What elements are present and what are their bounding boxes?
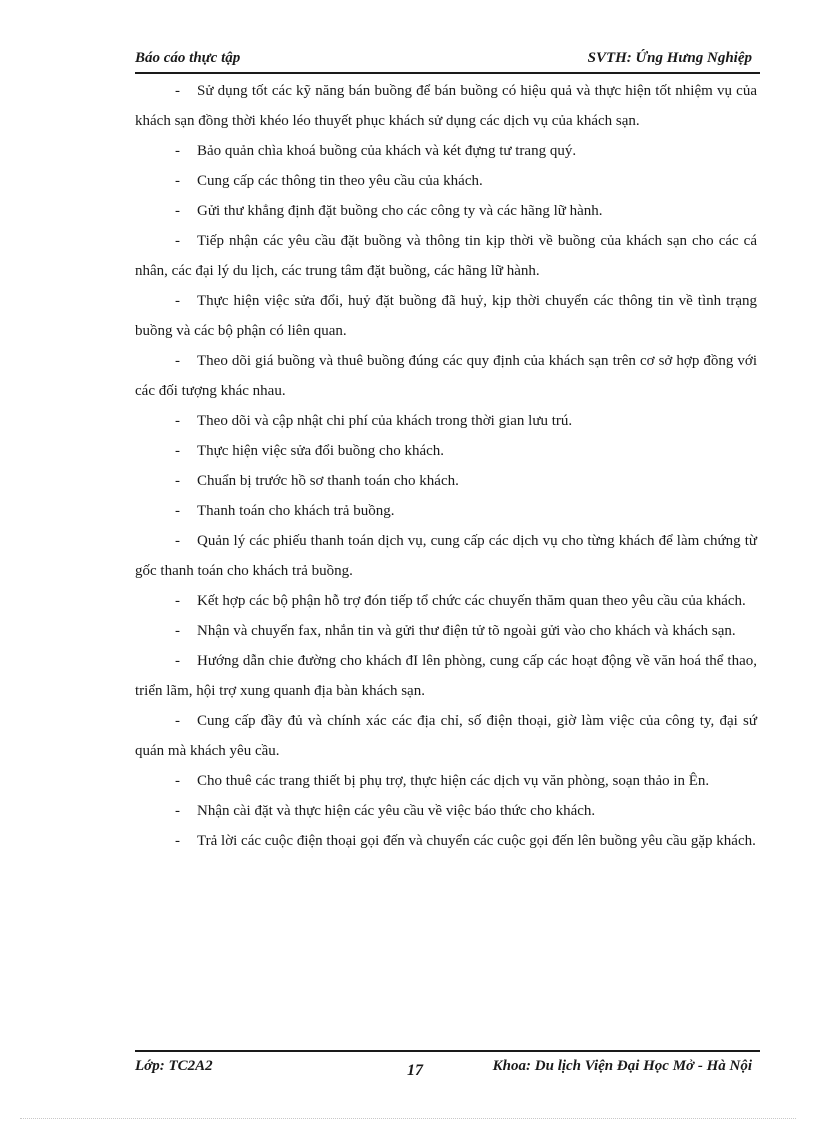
list-item <box>135 766 757 796</box>
list-item-text: Nhận cài đặt và thực hiện các yêu cầu về việc báo thức cho khách. <box>197 803 596 819</box>
bullet-marker: - <box>175 503 180 519</box>
list-item-text: Tiếp nhận các yêu cầu đặt buồng và thông tin kịp thời về buồng của khách sạn cho các cá nhân, các đại lý du lịch, các trung tâm đặt buồng, các hãng lữ hành. <box>135 233 757 279</box>
list-item <box>135 526 757 586</box>
bullet-marker: - <box>175 413 180 429</box>
list-item <box>135 826 757 856</box>
list-item-text: Trả lời các cuộc điện thoại gọi đến và chuyển các cuộc gọi đến lên buồng yêu cầu gặp khách. <box>197 833 756 849</box>
list-item <box>135 646 757 706</box>
bullet-marker: - <box>175 233 180 249</box>
list-item <box>135 406 757 436</box>
list-item <box>135 496 757 526</box>
list-item <box>135 226 757 286</box>
list-item <box>135 466 757 496</box>
list-item-text: Quản lý các phiếu thanh toán dịch vụ, cung cấp các dịch vụ cho từng khách để làm chứng từ gốc thanh toán cho khách trả buồng. <box>135 533 757 579</box>
list-item <box>135 706 757 766</box>
list-item-text: Kết hợp các bộ phận hỗ trợ đón tiếp tổ chức các chuyến thăm quan theo yêu cầu của khách. <box>197 593 746 609</box>
list-item-text: Bảo quản chìa khoá buồng của khách và két đựng tư trang quý. <box>197 143 577 159</box>
bullet-marker: - <box>175 143 180 159</box>
bullet-marker: - <box>175 293 180 309</box>
bullet-marker: - <box>175 623 180 639</box>
list-item <box>135 796 757 826</box>
list-item-text: Nhận và chuyển fax, nhắn tin và gửi thư điện tử tõ ngoài gửi vào cho khách và khách sạn. <box>197 623 736 639</box>
bullet-marker: - <box>175 833 180 849</box>
bullet-marker: - <box>175 83 180 99</box>
list-item-text: Theo dõi giá buồng và thuê buồng đúng các quy định của khách sạn trên cơ sở hợp đồng với các đối tượng khác nhau. <box>135 353 757 399</box>
header-report-title: Báo cáo thực tập <box>135 50 241 66</box>
footer-class: Lớp: TC2A2 <box>135 1058 213 1074</box>
list-item <box>135 346 757 406</box>
list-item <box>135 166 757 196</box>
list-item <box>135 136 757 166</box>
list-item <box>135 286 757 346</box>
bullet-marker: - <box>175 653 180 669</box>
bullet-marker: - <box>175 593 180 609</box>
bullet-marker: - <box>175 773 180 789</box>
bullet-marker: - <box>175 803 180 819</box>
list-item <box>135 76 757 136</box>
list-item-text: Chuẩn bị trước hồ sơ thanh toán cho khách. <box>197 473 459 489</box>
bullet-marker: - <box>175 203 180 219</box>
list-item-text: Thực hiện việc sửa đổi, huỷ đặt buồng đã huỷ, kịp thời chuyển các thông tin về tình trạng buồng và các bộ phận có liên quan. <box>135 293 757 339</box>
list-item-text: Cung cấp đầy đủ và chính xác các địa chỉ, số điện thoại, giờ làm việc của công ty, đại sứ quán mà khách yêu cầu. <box>135 713 757 759</box>
list-item-text: Sử dụng tốt các kỹ năng bán buồng để bán buồng có hiệu quả và thực hiện tốt nhiệm vụ của khách sạn đồng thời khéo léo thuyết phục khách sử dụng các dịch vụ của khách sạn. <box>135 83 757 129</box>
bullet-marker: - <box>175 443 180 459</box>
list-item-text: Theo dõi và cập nhật chi phí của khách trong thời gian lưu trú. <box>197 413 573 429</box>
list-item-text: Thanh toán cho khách trả buồng. <box>197 503 395 519</box>
bullet-marker: - <box>175 713 180 729</box>
list-item <box>135 586 757 616</box>
list-item-text: Gửi thư khẳng định đặt buồng cho các công ty và các hãng lữ hành. <box>197 203 603 219</box>
list-item <box>135 196 757 226</box>
bullet-marker: - <box>175 173 180 189</box>
header-student-name: SVTH: Ứng Hưng Nghiệp <box>587 50 752 66</box>
page-footer <box>135 1050 760 1086</box>
list-item <box>135 616 757 646</box>
list-item-text: Cho thuê các trang thiết bị phụ trợ, thực hiện các dịch vụ văn phòng, soạn thảo in Ên. <box>197 773 710 789</box>
bullet-marker: - <box>175 533 180 549</box>
bullet-marker: - <box>175 473 180 489</box>
list-item-text: Hướng dẫn chie đường cho khách đI lên phòng, cung cấp các hoạt động về văn hoá thể thao, triển lãm, hội trợ xung quanh địa bàn khách sạn. <box>135 653 757 699</box>
document-body <box>135 76 757 856</box>
page-header <box>135 48 760 74</box>
page-number: 17 <box>407 1062 423 1079</box>
list-item <box>135 436 757 466</box>
list-item-text: Cung cấp các thông tin theo yêu cầu của khách. <box>197 173 483 189</box>
footer-faculty: Khoa: Du lịch Viện Đại Học Mở - Hà Nội <box>492 1058 752 1074</box>
bullet-marker: - <box>175 353 180 369</box>
page-edge-divider <box>20 1118 796 1119</box>
list-item-text: Thực hiện việc sửa đổi buồng cho khách. <box>197 443 445 459</box>
